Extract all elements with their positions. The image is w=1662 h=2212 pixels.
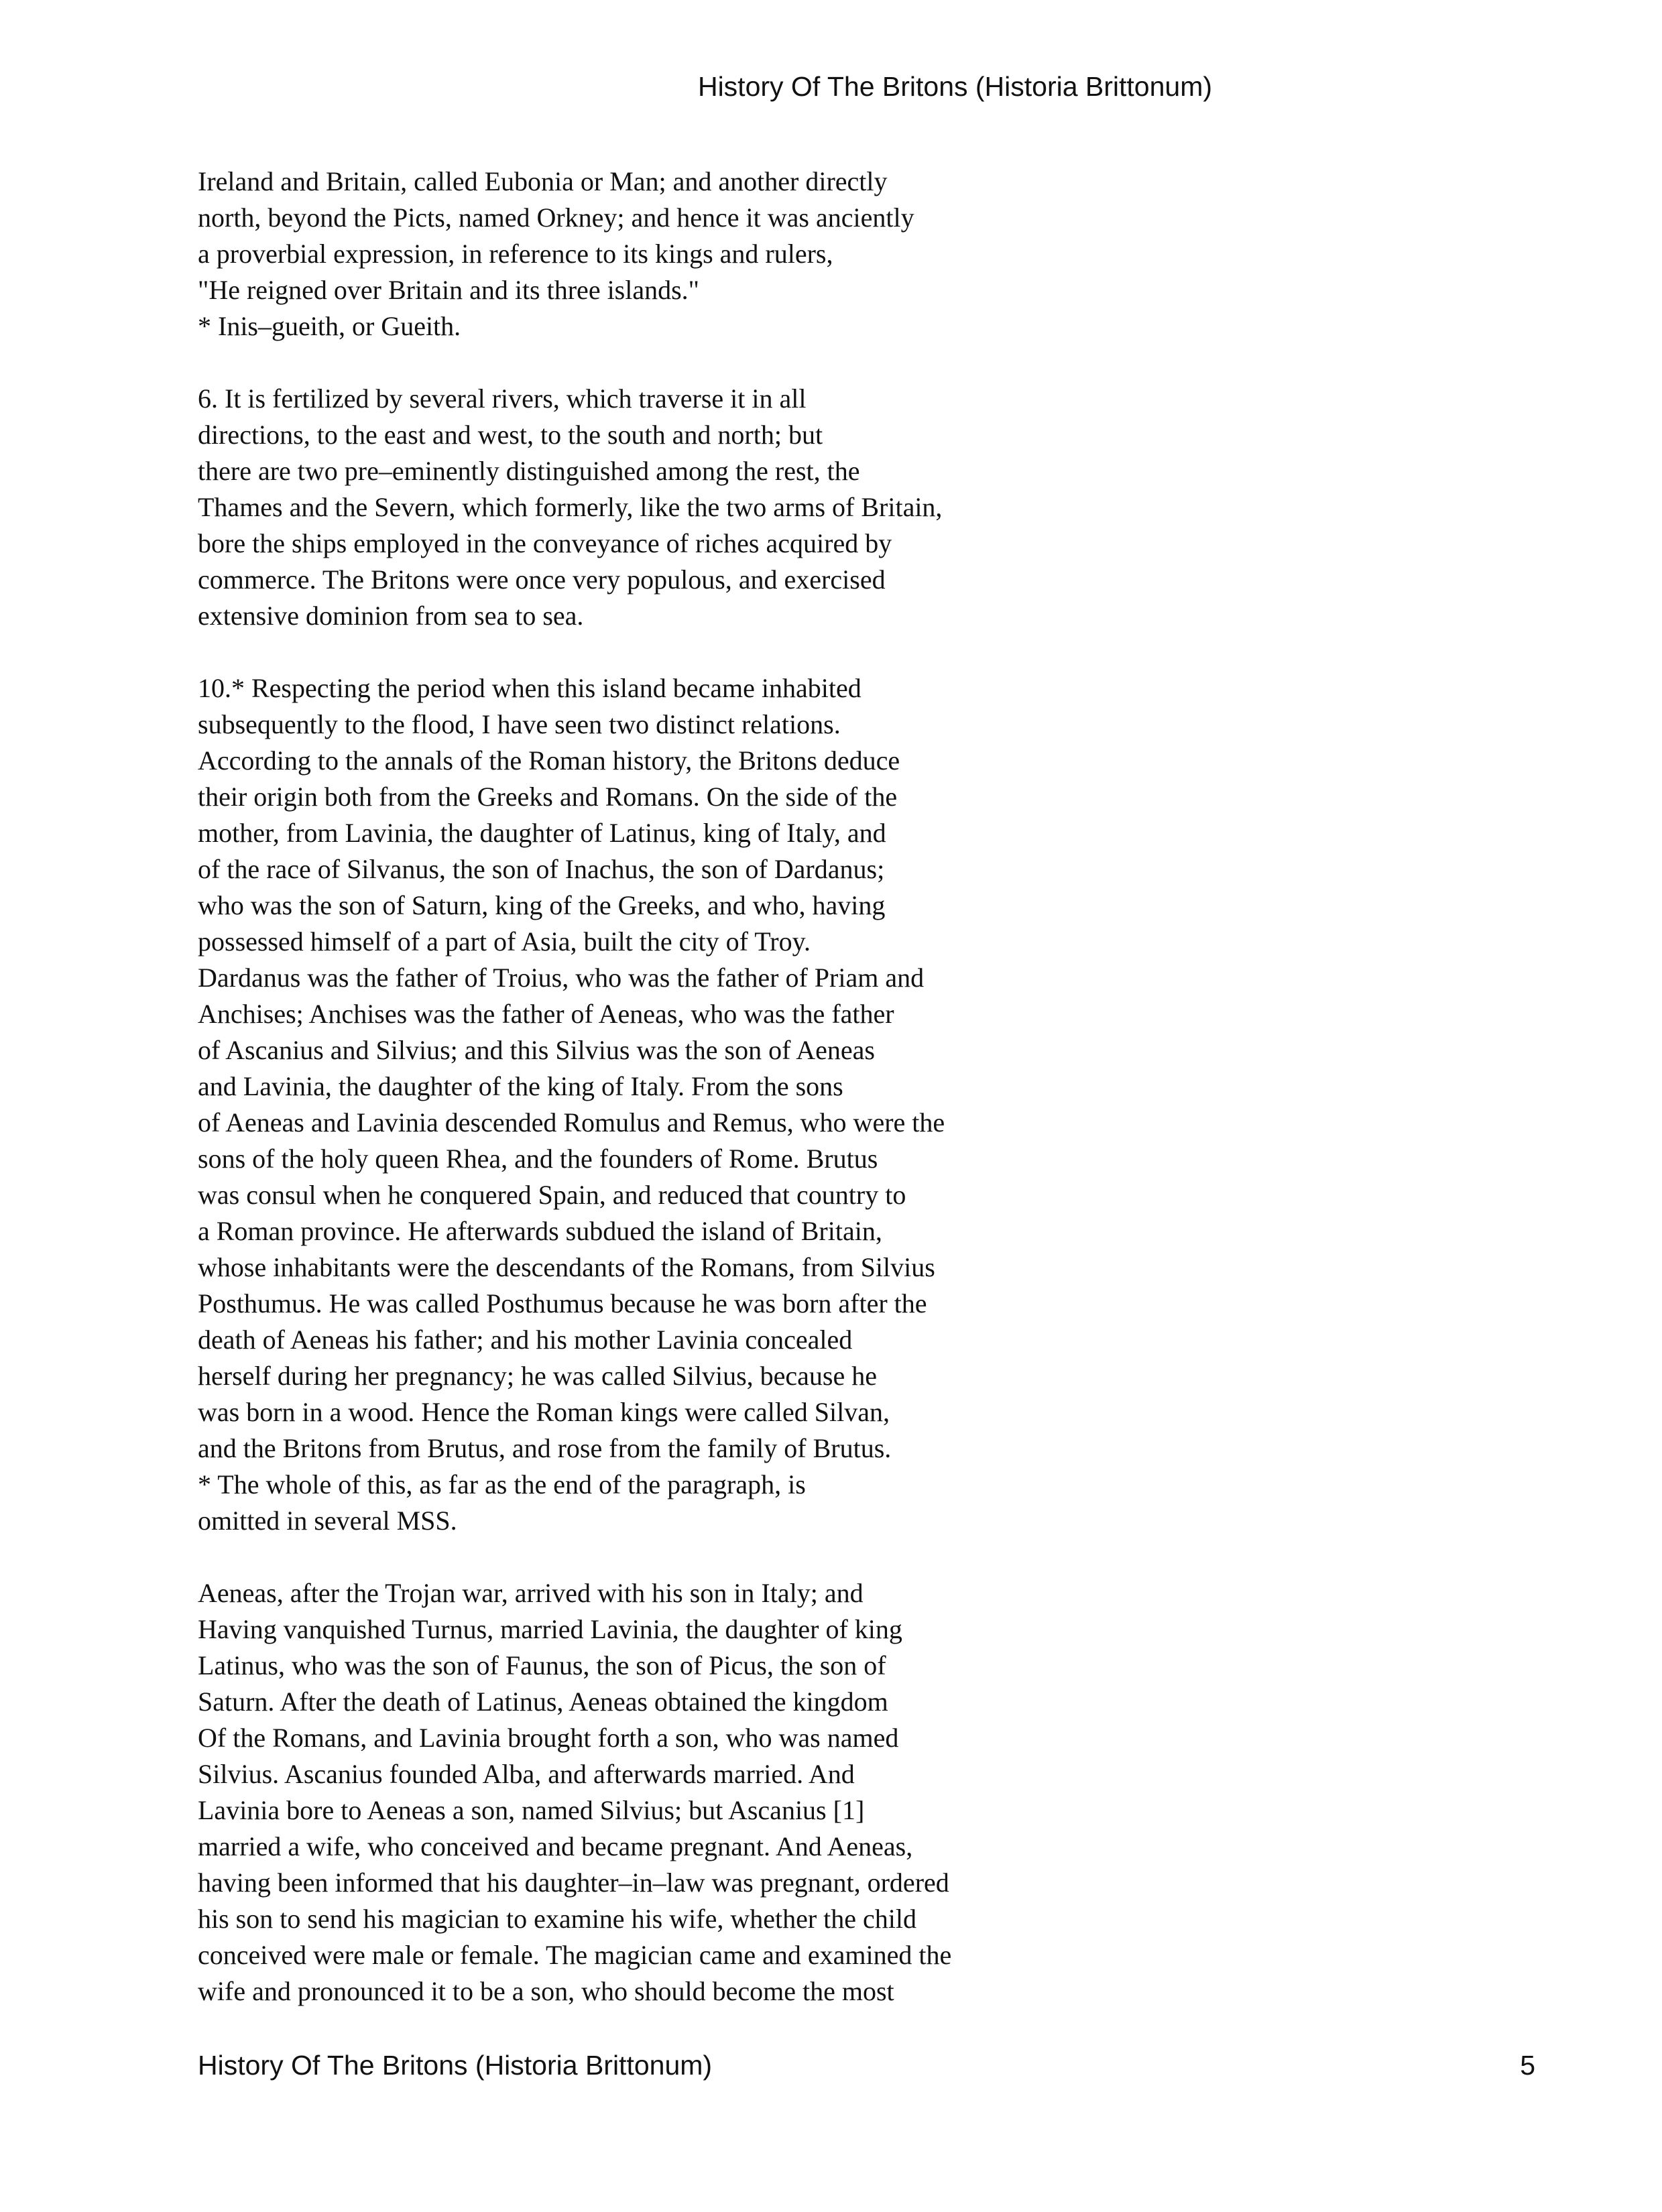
text-line: their origin both from the Greeks and Romans. On the side of the — [198, 782, 898, 812]
footnote-line: * Inis–gueith, or Gueith. — [198, 311, 461, 341]
text-line: Having vanquished Turnus, married Lavinia, the daughter of king — [198, 1614, 902, 1644]
text-line: Lavinia bore to Aeneas a son, named Silvius; but Ascanius [1] — [198, 1795, 865, 1825]
paragraph-islands — [198, 164, 1472, 345]
text-line: "He reigned over Britain and its three islands." — [198, 275, 700, 305]
text-line: north, beyond the Picts, named Orkney; and hence it was anciently — [198, 202, 914, 233]
text-line: was born in a wood. Hence the Roman kings were called Silvan, — [198, 1397, 890, 1427]
text-line: extensive dominion from sea to sea. — [198, 601, 584, 631]
text-line: Silvius. Ascanius founded Alba, and afterwards married. And — [198, 1759, 855, 1789]
text-line: there are two pre–eminently distinguished among the rest, the — [198, 456, 860, 486]
text-line: herself during her pregnancy; he was called Silvius, because he — [198, 1361, 877, 1391]
text-line: 6. It is fertilized by several rivers, which traverse it in all — [198, 383, 807, 414]
footer-title: History Of The Britons (Historia Brittonum) — [198, 2050, 713, 2081]
page-body — [198, 164, 1472, 2046]
text-line: was consul when he conquered Spain, and reduced that country to — [198, 1180, 906, 1210]
footnote-line: * The whole of this, as far as the end of the paragraph, is — [198, 1469, 806, 1499]
text-line: Dardanus was the father of Troius, who was the father of Priam and — [198, 963, 925, 993]
paragraph-10-origins — [198, 670, 1472, 1539]
text-line: Of the Romans, and Lavinia brought forth a son, who was named — [198, 1723, 899, 1753]
text-line: According to the annals of the Roman history, the Britons deduce — [198, 745, 900, 776]
text-line: commerce. The Britons were once very populous, and exercised — [198, 564, 886, 595]
text-line: a Roman province. He afterwards subdued the island of Britain, — [198, 1216, 882, 1246]
text-line: of Ascanius and Silvius; and this Silvius was the son of Aeneas — [198, 1035, 875, 1065]
text-line: conceived were male or female. The magician came and examined the — [198, 1940, 952, 1970]
text-line: Posthumus. He was called Posthumus because he was born after the — [198, 1288, 927, 1318]
paragraph-aeneas — [198, 1575, 1472, 2010]
text-line: 10.* Respecting the period when this island became inhabited — [198, 673, 862, 703]
text-line: Anchises; Anchises was the father of Aeneas, who was the father — [198, 999, 894, 1029]
text-line: possessed himself of a part of Asia, built the city of Troy. — [198, 926, 811, 957]
text-line: mother, from Lavinia, the daughter of Latinus, king of Italy, and — [198, 818, 886, 848]
text-line: of the race of Silvanus, the son of Inachus, the son of Dardanus; — [198, 854, 885, 884]
text-line: sons of the holy queen Rhea, and the founders of Rome. Brutus — [198, 1144, 878, 1174]
paragraph-6-rivers — [198, 381, 1472, 634]
text-line: whose inhabitants were the descendants of the Romans, from Silvius — [198, 1252, 935, 1282]
text-line: directions, to the east and west, to the south and north; but — [198, 420, 823, 450]
text-line: and the Britons from Brutus, and rose from the family of Brutus. — [198, 1433, 892, 1463]
text-line: Aeneas, after the Trojan war, arrived with his son in Italy; and — [198, 1578, 864, 1608]
text-line: of Aeneas and Lavinia descended Romulus and Remus, who were the — [198, 1107, 945, 1138]
text-line: who was the son of Saturn, king of the Greeks, and who, having — [198, 890, 886, 920]
text-line: a proverbial expression, in reference to its kings and rulers, — [198, 239, 833, 269]
footnote-line: omitted in several MSS. — [198, 1506, 457, 1536]
text-line: Ireland and Britain, called Eubonia or Man; and another directly — [198, 166, 888, 196]
running-header: History Of The Britons (Historia Brittonum) — [697, 71, 1213, 102]
text-line: Thames and the Severn, which formerly, like the two arms of Britain, — [198, 492, 943, 522]
text-line: and Lavinia, the daughter of the king of Italy. From the sons — [198, 1071, 843, 1101]
text-line: bore the ships employed in the conveyance of riches acquired by — [198, 528, 892, 558]
text-line: having been informed that his daughter–in–law was pregnant, ordered — [198, 1867, 949, 1898]
text-line: Saturn. After the death of Latinus, Aeneas obtained the kingdom — [198, 1686, 888, 1717]
text-line: wife and pronounced it to be a son, who should become the most — [198, 1976, 894, 2006]
text-line: married a wife, who conceived and became pregnant. And Aeneas, — [198, 1831, 913, 1861]
page-number: 5 — [1520, 2050, 1535, 2081]
text-line: death of Aeneas his father; and his mother Lavinia concealed — [198, 1325, 853, 1355]
text-line: subsequently to the flood, I have seen two distinct relations. — [198, 709, 841, 739]
text-line: his son to send his magician to examine his wife, whether the child — [198, 1904, 916, 1934]
text-line: Latinus, who was the son of Faunus, the son of Picus, the son of — [198, 1650, 886, 1680]
